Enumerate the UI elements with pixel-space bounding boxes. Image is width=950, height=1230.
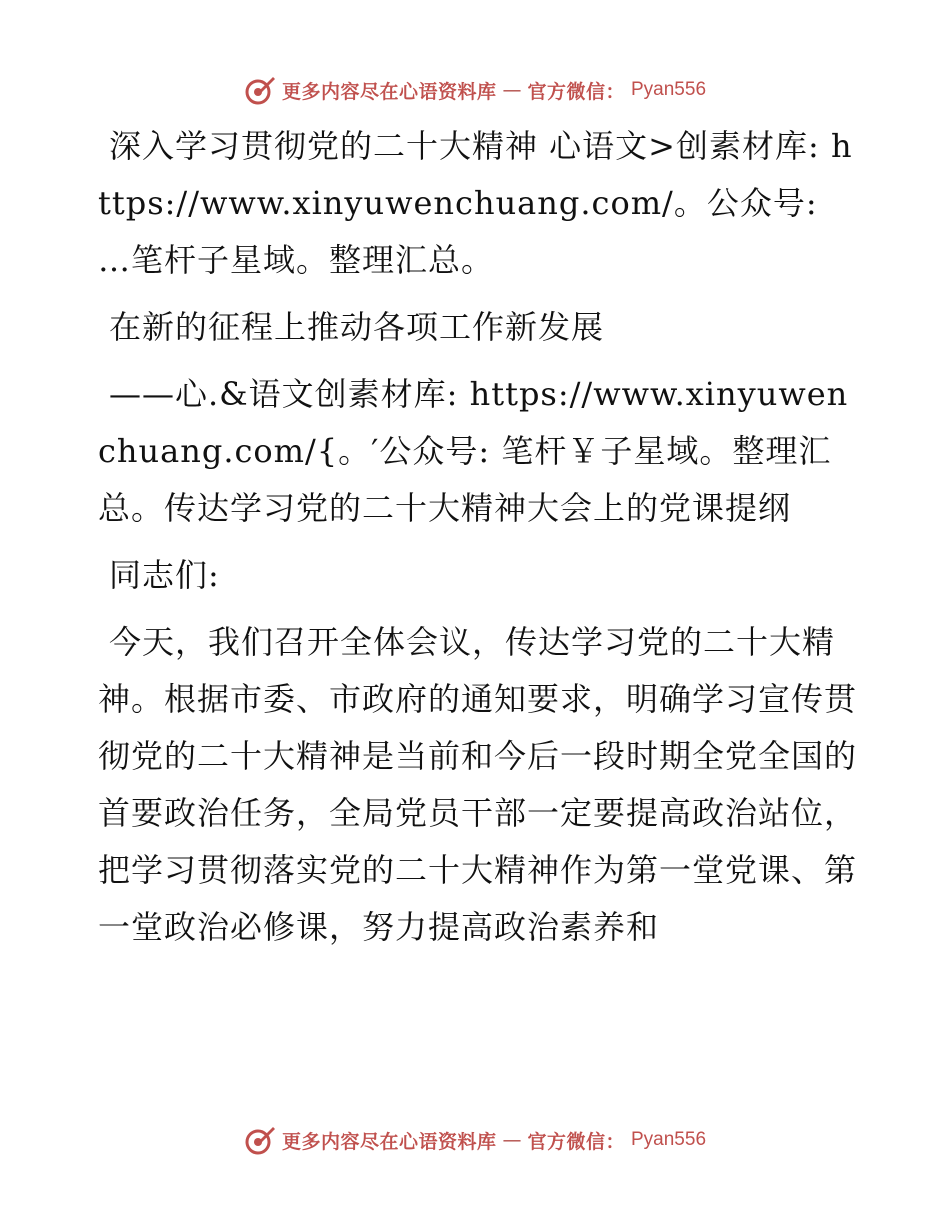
banner-separator: — bbox=[502, 79, 522, 101]
banner-main-text: 更多内容尽在心语资料库 bbox=[281, 80, 497, 103]
paragraph-subtitle: ——心.&语文创素材库: https://www.xinyuwenchuang.com/{。′公众号: 笔杆￥子星域。整理汇总。传达学习党的二十大精神大会上的党课提纲 bbox=[98, 375, 849, 527]
banner-wechat-label: 官方微信： bbox=[527, 80, 625, 103]
banner-main-text: 更多内容尽在心语资料库 bbox=[281, 1130, 497, 1153]
header-banner bbox=[0, 70, 950, 110]
pen-logo-icon bbox=[244, 74, 276, 106]
banner-separator: — bbox=[502, 1129, 522, 1151]
paragraph-title: 在新的征程上推动各项工作新发展 bbox=[109, 308, 605, 346]
banner-wechat-label: 官方微信： bbox=[527, 1130, 625, 1153]
footer-banner-content bbox=[244, 1124, 706, 1156]
banner-wechat-id: Pyan556 bbox=[631, 79, 707, 100]
paragraph-intro: 深入学习贯彻党的二十大精神 心语文>创素材库: https://www.xinyuwenchuang.com/。公众号: …笔杆子星域。整理汇总。 bbox=[98, 127, 853, 279]
paragraph-body: 今天，我们召开全体会议，传达学习党的二十大精神。根据市委、市政府的通知要求，明确学习宣传贯彻党的二十大精神是当前和今后一段时期全党全国的首要政治任务，全局党员干部一定要提高政治站位，把学习贯彻落实党的二十大精神作为第一堂党课、第一堂政治必修课，努力提高政治素养和 bbox=[98, 623, 858, 946]
banner-wechat-id: Pyan556 bbox=[631, 1129, 707, 1150]
pen-logo-icon bbox=[244, 1124, 276, 1156]
footer-banner bbox=[0, 1120, 950, 1160]
paragraph-salutation: 同志们: bbox=[109, 556, 220, 594]
header-banner-content bbox=[244, 74, 706, 106]
document-body bbox=[98, 118, 858, 966]
